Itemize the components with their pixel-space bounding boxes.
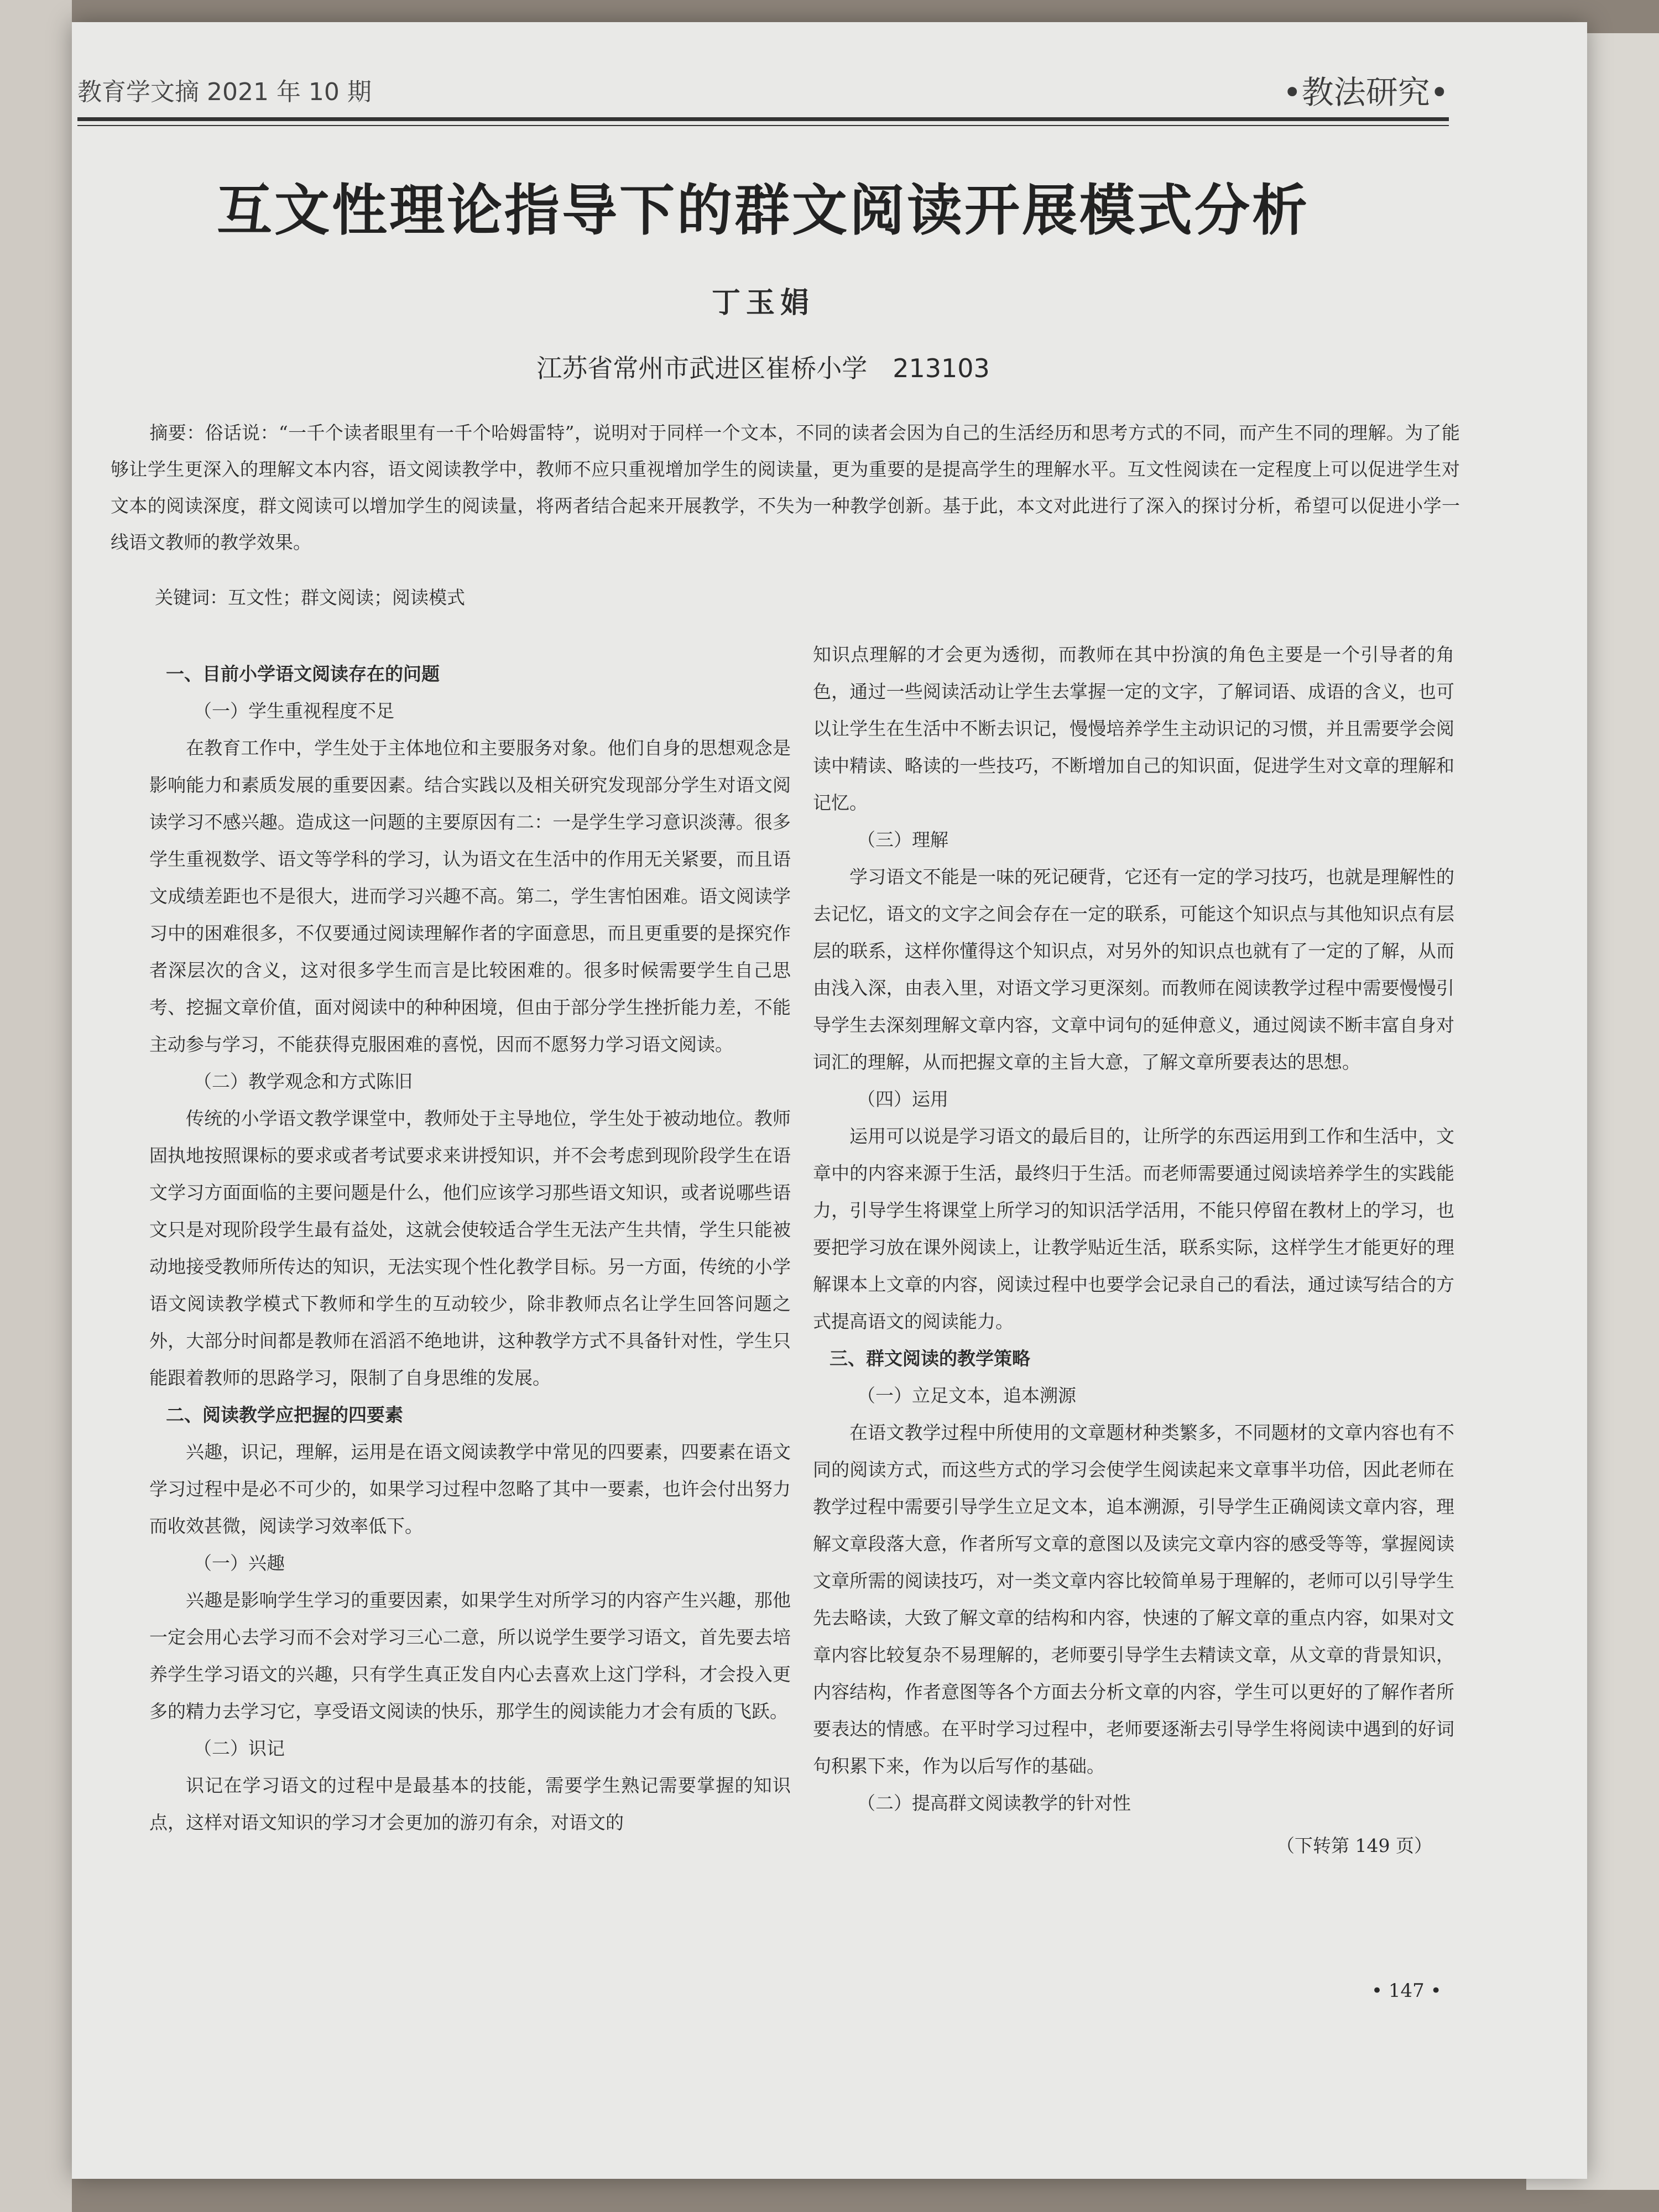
abstract-text: 摘要：俗话说：“一千个读者眼里有一千个哈姆雷特”，说明对于同样一个文本，不同的读者会因为自己的生活经历和思考方式的不同，而产生不同的理解。为了能够让学生更深入的理解文本内容，语文阅读教学中，教师不应只重视增加学生的阅读量，更为重要的是提高学生的理解水平。互文性阅读在一定程度上可以促进学生对文本的阅读深度，群文阅读可以增加学生的阅读量，将两者结合起来开展教学，不失为一种教学创新。基于此，本文对此进行了深入的探讨分析，希望可以促进小学一线语文教师的教学效果。 [111, 422, 1460, 553]
page-header [77, 66, 1449, 116]
article-title: 互文性理论指导下的群文阅读开展模式分析 [217, 178, 1310, 243]
paragraph: 在语文教学过程中所使用的文章题材种类繁多，不同题材的文章内容也有不同的阅读方式，而这些方式的学习会使学生阅读起来文章事半功倍，因此老师在教学过程中需要引导学生立足文本，追本溯源，引导学生正确阅读文章内容，理解文章段落大意，作者所写文章的意图以及读完文章内容的感受等等，掌握阅读文章所需的阅读技巧，对一类文章内容比较简单易于理解的，老师可以引导学生先去略读，大致了解文章的结构和内容，快速的了解文章的重点内容，如果对文章内容比较复杂不易理解的，老师要引导学生去精读文章，从文章的背景知识，内容结构，作者意图等各个方面去分析文章的内容，学生可以更好的了解作者所要表达的情感。在平时学习过程中，老师要逐渐去引导学生将阅读中遇到的好词句积累下来，作为以后写作的基础。 [813, 1422, 1454, 1777]
keywords: 关键词：互文性；群文阅读；阅读模式 [155, 587, 465, 608]
paragraph: 学习语文不能是一味的死记硬背，它还有一定的学习技巧，也就是理解性的去记忆，语文的文字之间会存在一定的联系，可能这个知识点与其他知识点有层层的联系，这样你懂得这个知识点，对另外的知识点也就有了一定的了解，从而由浅入深，由表入里，对语文学习更深刻。而教师在阅读教学过程中需要慢慢引导学生去深刻理解文章内容，文章中词句的延伸意义，通过阅读不断丰富自身对词汇的理解，从而把握文章的主旨大意，了解文章所要表达的思想。 [813, 866, 1454, 1073]
subsection-heading: （一）立足文本，追本溯源 [857, 1385, 1076, 1406]
paragraph: 知识点理解的才会更为透彻，而教师在其中扮演的角色主要是一个引导者的角色，通过一些阅读活动让学生去掌握一定的文字，了解词语、成语的含义，也可以让学生在生活中不断去识记，慢慢培养学生主动识记的习惯，并且需要学会阅读中精读、略读的一些技巧，不断增加自己的知识面，促进学生对文章的理解和记忆。 [813, 644, 1454, 813]
paragraph: 运用可以说是学习语文的最后目的，让所学的东西运用到工作和生活中，文章中的内容来源于生活，最终归于生活。而老师需要通过阅读培养学生的实践能力，引导学生将课堂上所学习的知识活学活用，不能只停留在教材上的学习，也要把学习放在课外阅读上，让教学贴近生活，联系实际，这样学生才能更好的理解课本上文章的内容，阅读过程中也要学会记录自己的看法，通过读写结合的方式提高语文的阅读能力。 [813, 1125, 1454, 1332]
section-tag: •教法研究• [1282, 74, 1449, 111]
journal-issue: 教育学文摘 2021 年 10 期 [77, 78, 372, 106]
adjacent-page-edge [0, 0, 72, 2212]
paragraph: 在教育工作中，学生处于主体地位和主要服务对象。他们自身的思想观念是影响能力和素质发展的重要因素。结合实践以及相关研究发现部分学生对语文阅读学习不感兴趣。造成这一问题的主要原因有二：一是学生学习意识淡薄。很多学生重视数学、语文等学科的学习，认为语文在生活中的作用无关紧要，而且语文成绩差距也不是很大，进而学习兴趣不高。第二，学生害怕困难。语文阅读学习中的困难很多，不仅要通过阅读理解作者的字面意思，而且更重要的是探究作者深层次的含义，这对很多学生而言是比较困难的。很多时候需要学生自己思考、挖掘文章价值，面对阅读中的种种困境，但由于部分学生挫折能力差，不能主动参与学习，不能获得克服困难的喜悦，因而不愿努力学习语文阅读。 [149, 737, 791, 1055]
subsection-heading: （二）教学观念和方式陈旧 [194, 1071, 413, 1092]
paragraph: 传统的小学语文教学课堂中，教师处于主导地位，学生处于被动地位。教师固执地按照课标的要求或者考试要求来讲授知识，并不会考虑到现阶段学生在语文学习方面面临的主要问题是什么，他们应该学习那些语文知识，或者说哪些语文只是对现阶段学生最有益处，这就会使较适合学生无法产生共情，学生只能被动地接受教师所传达的知识，无法实现个性化教学目标。另一方面，传统的小学语文阅读教学模式下教师和学生的互动较少，除非教师点名让学生回答问题之外，大部分时间都是教师在滔滔不绝地讲，这种教学方式不具备针对性，学生只能跟着教师的思路学习，限制了自身思维的发展。 [149, 1108, 791, 1389]
left-column [149, 655, 791, 1841]
section-heading: 二、阅读教学应把握的四要素 [166, 1404, 403, 1426]
subsection-heading: （三）理解 [857, 829, 948, 851]
section-heading: 一、目前小学语文阅读存在的问题 [166, 663, 440, 685]
subsection-heading: （四）运用 [857, 1088, 948, 1110]
article-author: 丁玉娟 [711, 286, 815, 320]
section-heading: 三、群文阅读的教学策略 [830, 1348, 1030, 1369]
page-number: • 147 • [1371, 1980, 1442, 2002]
right-column [813, 636, 1454, 1864]
subsection-heading: （一）学生重视程度不足 [194, 700, 394, 722]
continued-note: （下转第 149 页） [1276, 1835, 1432, 1856]
paragraph: 兴趣是影响学生学习的重要因素，如果学生对所学习的内容产生兴趣，那他一定会用心去学习而不会对学习三心二意，所以说学生要学习语文，首先要去培养学生学习语文的兴趣，只有学生真正发自内心去喜欢上这门学科，才会投入更多的精力去学习它，享受语文阅读的快乐，那学生的阅读能力才会有质的飞跃。 [149, 1589, 791, 1722]
subsection-heading: （二）提高群文阅读教学的针对性 [857, 1792, 1131, 1814]
paragraph: 兴趣，识记，理解，运用是在语文阅读教学中常见的四要素，四要素在语文学习过程中是必不可少的，如果学习过程中忽略了其中一要素，也许会付出努力而收效甚微，阅读学习效率低下。 [149, 1441, 791, 1537]
article-affiliation: 江苏省常州市武进区崔桥小学 213103 [536, 353, 990, 383]
header-rule-thin [77, 125, 1449, 126]
subsection-heading: （二）识记 [194, 1738, 285, 1759]
header-rule-thick [77, 117, 1449, 121]
abstract [111, 415, 1460, 561]
paragraph: 识记在学习语文的过程中是最基本的技能，需要学生熟记需要掌握的知识点，这样对语文知识的学习才会更加的游刃有余，对语文的 [149, 1775, 791, 1833]
subsection-heading: （一）兴趣 [194, 1552, 285, 1574]
